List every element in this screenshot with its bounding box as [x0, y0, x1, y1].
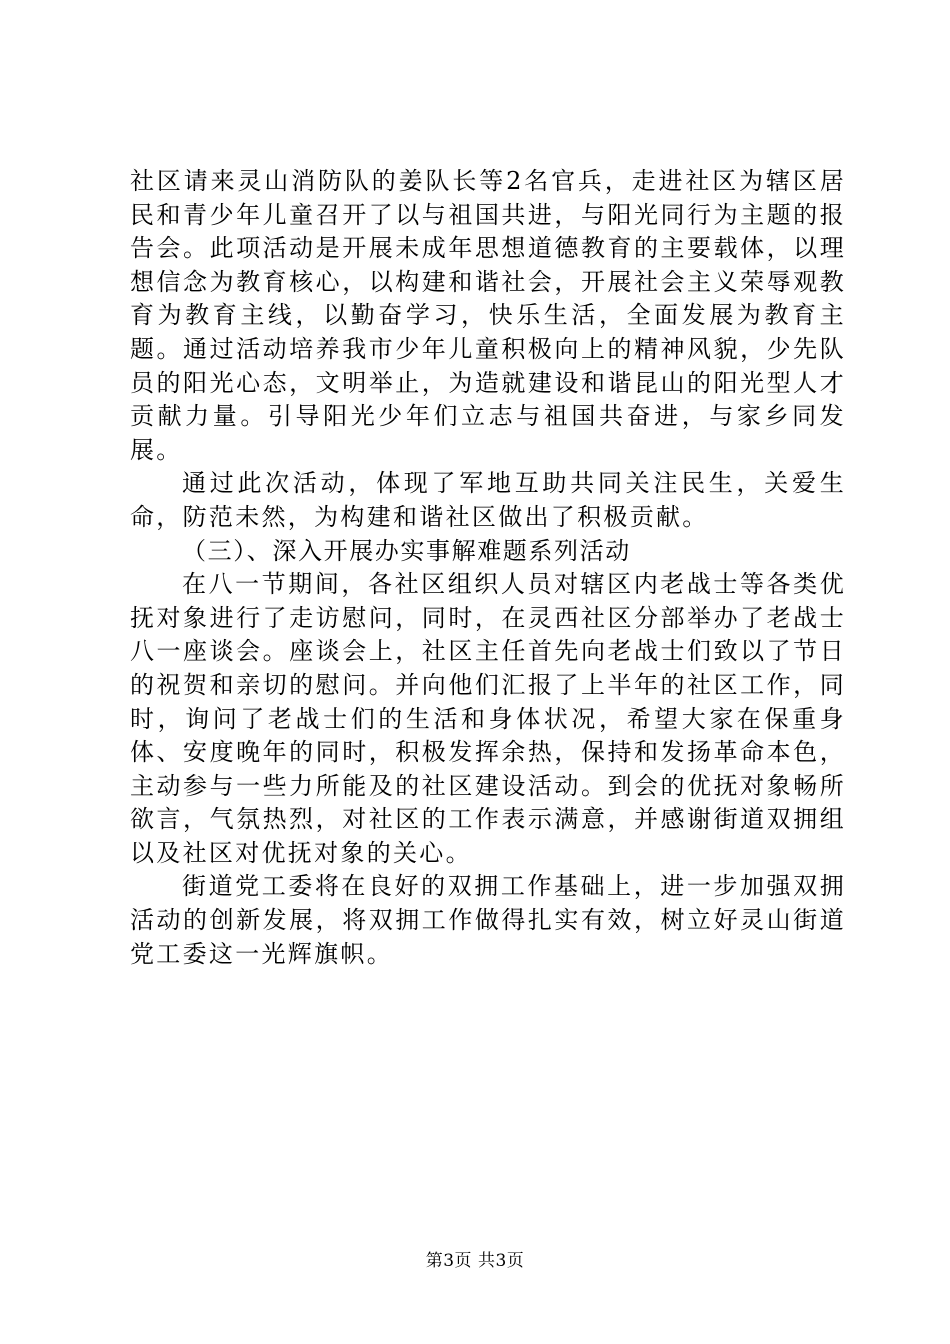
page-number-footer: 第3页 共3页 [425, 1251, 525, 1271]
paragraph-veteran-visits: 在八一节期间，各社区组织人员对辖区内老战士等各类优抚对象进行了走访慰问，同时，在灵西社区分部举办了老战士八一座谈会。座谈会上，社区主任首先向老战士们致以了节日的祝贺和亲切的慰问。并向他们汇报了上半年的社区工作，同时，询问了老战士们的生活和身体状况，希望大家在保重身体、安度晚年的同时，积极发挥余热，保持和发扬革命本色，主动参与一些力所能及的社区建设活动。到会的优抚对象畅所欲言，气氛热烈，对社区的工作表示满意，并感谢街道双拥组以及社区对优抚对象的关心。 [130, 570, 846, 867]
section-heading-3: （三）、深入开展办实事解难题系列活动 [182, 536, 631, 565]
paragraph-closing: 街道党工委将在良好的双拥工作基础上，进一步加强双拥活动的创新发展，将双拥工作做得扎实有效，树立好灵山街道党工委这一光辉旗帜。 [130, 872, 846, 968]
paragraph-fire-brigade-report: 社区请来灵山消防队的姜队长等2名官兵，走进社区为辖区居民和青少年儿童召开了以与祖国共进，与阳光同行为主题的报告会。此项活动是开展未成年思想道德教育的主要载体，以理想信念为教育核心，以构建和谐社会，开展社会主义荣辱观教育为教育主线，以勤奋学习，快乐生活，全面发展为教育主题。通过活动培养我市少年儿童积极向上的精神风貌，少先队员的阳光心态，文明举止，为造就建设和谐昆山的阳光型人才贡献力量。引导阳光少年们立志与祖国共奋进，与家乡同发展。 [130, 167, 846, 464]
document-body [130, 165, 846, 971]
paragraph-activity-contribution: 通过此次活动，体现了军地互助共同关注民生，关爱生命，防范未然，为构建和谐社区做出了积极贡献。 [130, 469, 846, 531]
